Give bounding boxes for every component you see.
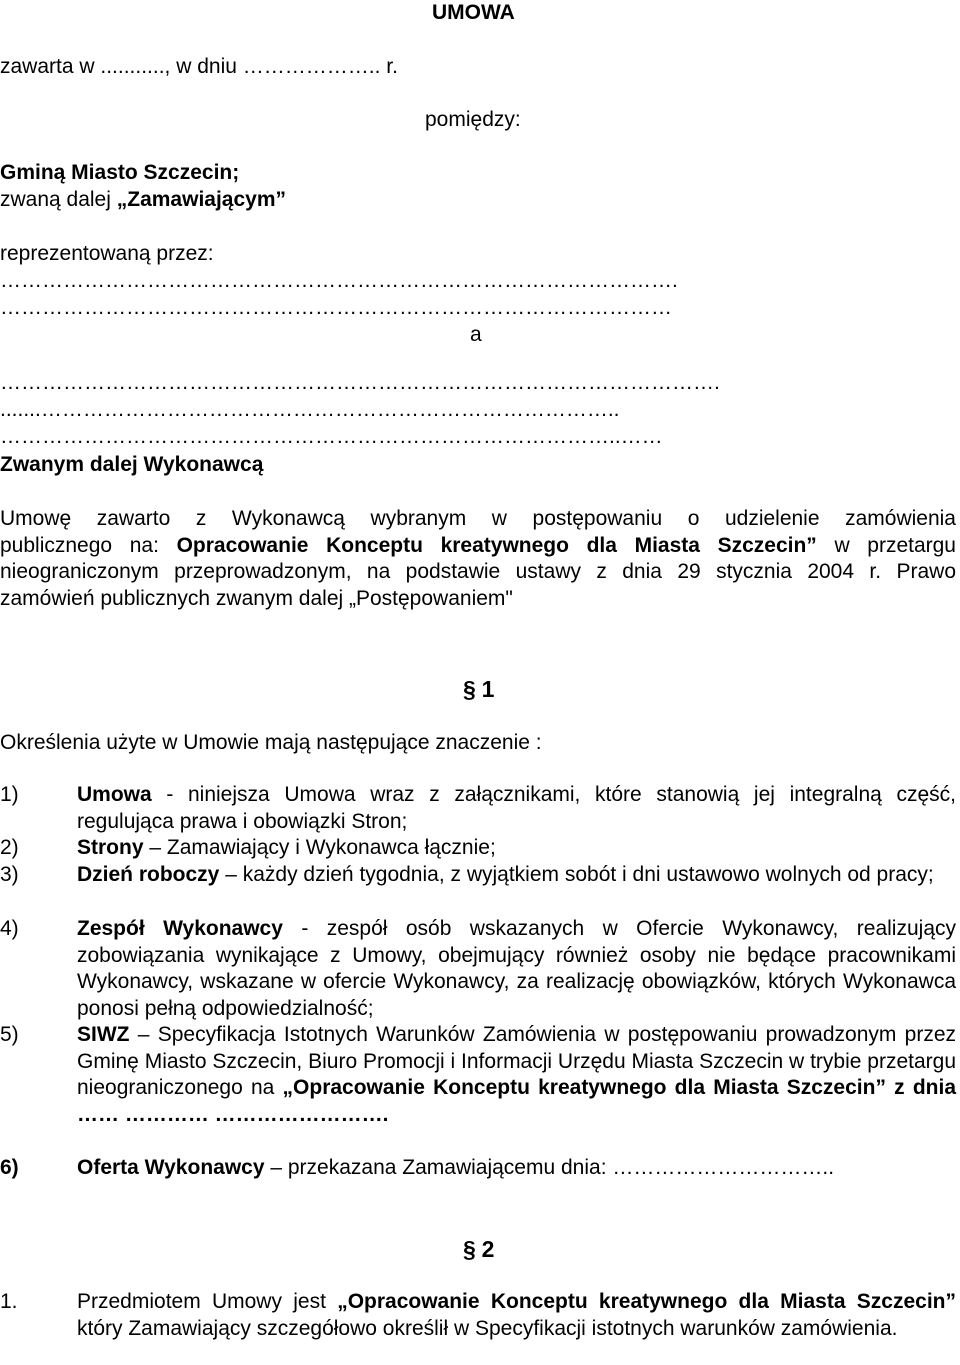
section-2-number: 2 [481, 1236, 495, 1262]
definition-3-text: – każdy dzień tygodnia, z wyjątkiem sobót i dni ustawowo wolnych od pracy; [219, 863, 934, 886]
definition-1-text: - niniejsza Umowa wraz z załącznikami, które stanowią jej integralną część, regulująca prawa i obowiązki Stron; [77, 783, 956, 833]
definition-2-term: Strony [77, 836, 144, 859]
definition-3-term: Dzień roboczy [77, 863, 220, 886]
section-1-heading [463, 676, 494, 704]
definition-5-tail: „Opracowanie Konceptu kreatywnego dla Miasta Szczecin” z dnia …… ………… ……………………. [77, 1076, 956, 1126]
concluded-line: zawarta w ..........., w dniu ……………….. r. [0, 55, 398, 78]
intro-line-2 [0, 533, 956, 560]
definition-6 [77, 1155, 956, 1182]
definition-6-number: 6) [0, 1156, 19, 1179]
clause-2-1-subject: „Opracowanie Konceptu kreatywnego dla Miasta Szczecin” [337, 1290, 956, 1313]
clause-2-1-number: 1. [0, 1290, 18, 1313]
party1-called [0, 187, 286, 213]
definition-3-number: 3) [0, 863, 19, 886]
intro-line-4: zamówień publicznych zwanym dalej „Postępowaniem" [0, 586, 513, 610]
intro-subject-bold: Opracowanie Konceptu kreatywnego dla Miasta Szczecin” [176, 533, 817, 557]
party1-dots-1: ……………………………………………………………………………………. [0, 269, 678, 292]
definition-5-number: 5) [0, 1023, 19, 1046]
intro-line-1: Umowę zawarto z Wykonawcą wybranym w postępowaniu o udzielenie zamówienia [0, 507, 956, 530]
section-1-lead: Określenia użyte w Umowie mają następujące znaczenie : [0, 731, 542, 754]
definition-4 [77, 916, 956, 1022]
between-label: pomiędzy: [425, 108, 521, 131]
definition-4-term: Zespół Wykonawcy [77, 917, 283, 940]
party2-called: Zwanym dalej Wykonawcą [0, 453, 264, 476]
section-1-symbol: § [463, 676, 476, 702]
clause-2-1-prefix: Przedmiotem Umowy jest [77, 1290, 338, 1313]
intro-line-2-suffix: w przetargu [816, 533, 956, 557]
definition-2-text: – Zamawiający i Wykonawca łącznie; [143, 836, 496, 859]
definition-3 [77, 862, 956, 889]
definition-6-term: Oferta Wykonawcy [77, 1156, 265, 1179]
party2-dots-3: ……………………………………………………………………………..…… [0, 425, 663, 448]
definition-5 [77, 1022, 956, 1128]
definition-1 [77, 782, 956, 835]
definition-6-text: – przekazana Zamawiającemu dnia: ………………………….. [264, 1156, 835, 1179]
clause-2-1-suffix: który Zamawiający szczegółowo określił w Specyfikacji istotnych warunków zamówienia. [77, 1316, 898, 1340]
definition-1-term: Umowa [77, 783, 152, 806]
intro-paragraph [0, 506, 956, 612]
definition-5-term: SIWZ [77, 1023, 130, 1046]
party1-represented: reprezentowaną przez: [0, 242, 214, 265]
intro-line-3: nieograniczonym przeprowadzonym, na podstawie ustawy z dnia 29 stycznia 2004 r. Prawo [0, 560, 956, 583]
intro-line-2-prefix: publicznego na: [0, 533, 177, 557]
clause-2-1 [77, 1289, 956, 1342]
party1-called-name: „Zamawiającym” [116, 188, 287, 211]
section-1-number: 1 [481, 676, 495, 702]
definition-1-number: 1) [0, 783, 19, 806]
definition-2 [77, 835, 956, 862]
section-2-heading [463, 1236, 494, 1264]
definition-4-number: 4) [0, 917, 19, 940]
definition-5-text: – Specyfikacja Istotnych Warunków Zamówienia w postępowaniu prowadzonym przez Gminę Miasto Szczecin, Biuro Promocji i Informacji Urzędu Miasta Szczecin w trybie przetargu nieograniczonego na [77, 1023, 956, 1099]
party1-dots-2: …………………………………………………………………………………… [0, 296, 672, 319]
section-2-symbol: § [463, 1236, 476, 1262]
and-label: a [470, 323, 482, 346]
party1-name: Gminą Miasto Szczecin; [0, 161, 240, 184]
definition-4-text: - zespół osób wskazanych w Ofercie Wykonawcy, realizujący zobowiązania wynikające z Umowy, obejmujący również osoby nie będące pracownikami Wykonawcy, wskazane w ofercie Wykonawcy, za realizację obowiązków, których Wykonawca ponosi pełną odpowiedzialność; [77, 917, 956, 1020]
page-title: UMOWA [432, 1, 515, 24]
definition-2-number: 2) [0, 836, 19, 859]
party2-dots-1: …………………………………………………………………………………………. [0, 371, 720, 394]
party1-called-prefix: zwaną dalej [0, 188, 117, 211]
party2-dots-2: .......……………………………………………………………………….. [0, 398, 620, 421]
